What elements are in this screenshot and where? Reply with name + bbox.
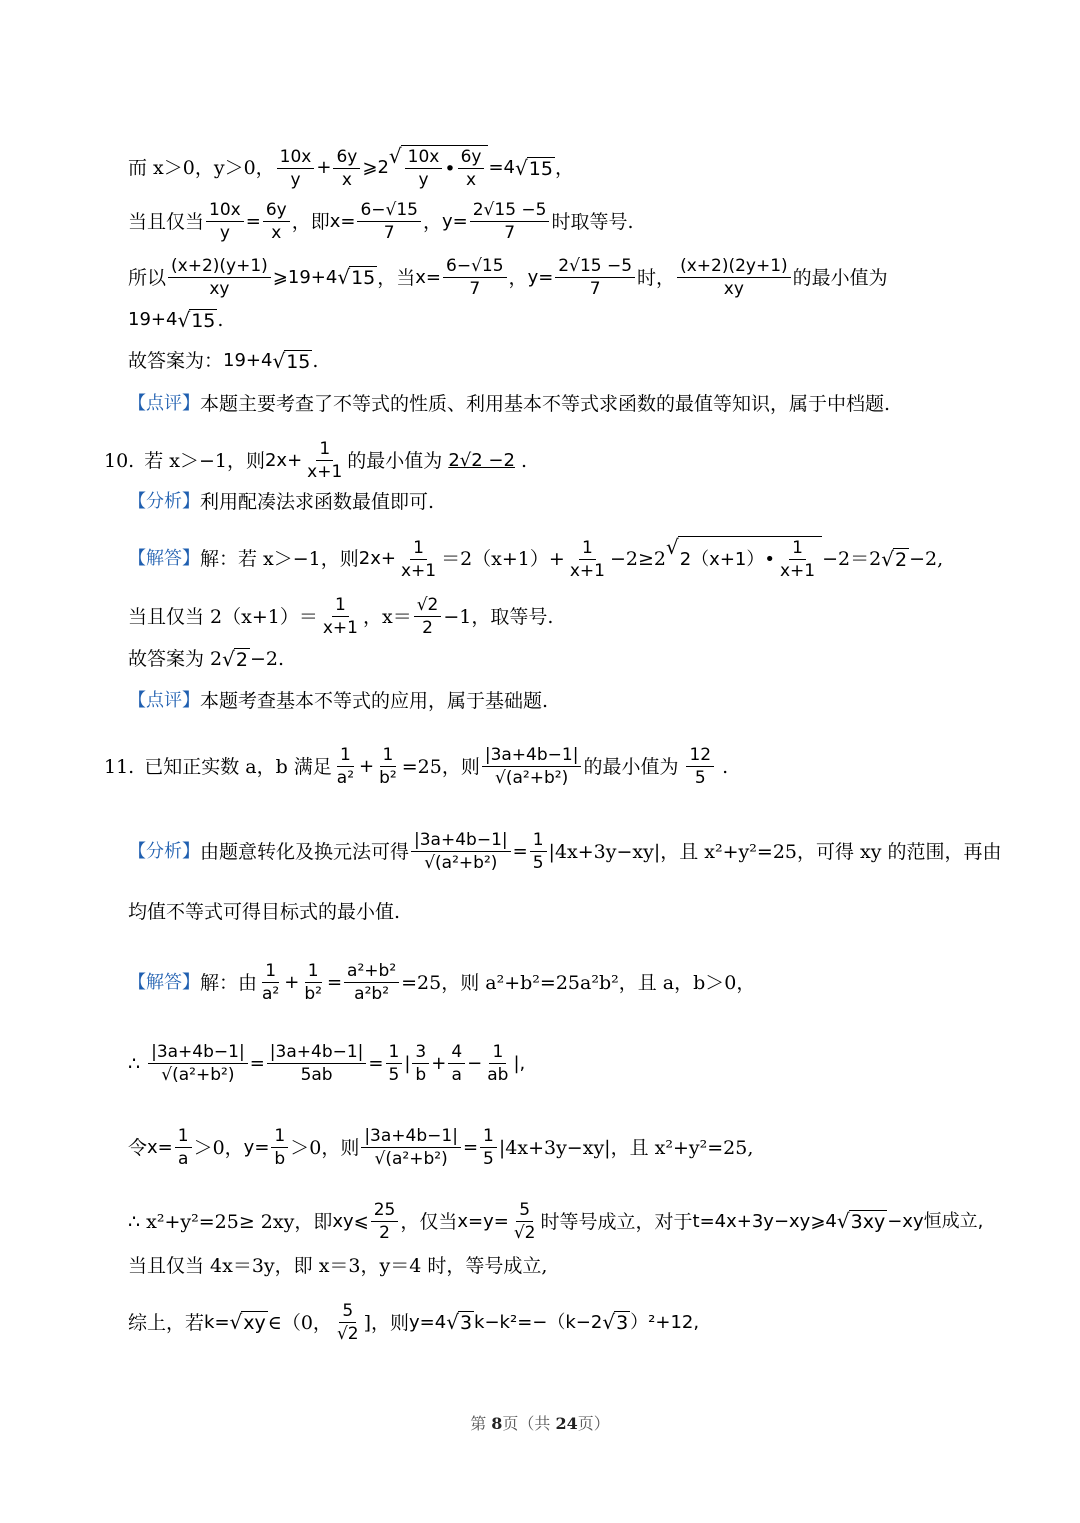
text-line: [128, 390, 1020, 418]
text: 若 x＞−1，则: [144, 449, 265, 472]
fraction: $\frac{\text{a²+b²}}{\text{a²b²}}$: [344, 960, 399, 1005]
text: 已知正实数 a，b 满足: [144, 755, 332, 778]
text: |: [404, 1052, 411, 1074]
fraction: $\frac{1}{x+1}$: [569, 537, 605, 581]
text: 时，: [637, 266, 676, 289]
fraction: $\frac{1}{\text{b²}}$: [379, 745, 397, 788]
page-total: 24: [555, 1414, 578, 1433]
text: ，当: [377, 266, 416, 289]
fraction: $\frac{1}{5}$: [480, 1125, 497, 1170]
text: ⩾2: [362, 157, 389, 178]
solution-tag: 【解答】: [128, 548, 200, 569]
text-line: [128, 898, 1020, 926]
fraction: $\frac{1}{5}$: [386, 1041, 403, 1086]
text: x=: [147, 1136, 173, 1158]
radical: √ 3: [446, 1310, 473, 1334]
fraction: $\frac{5}{√2}$: [513, 1200, 536, 1243]
fraction: $\frac{6-√15}{7}$: [443, 255, 507, 300]
text: ＞0，则: [290, 1136, 360, 1159]
text: 的最小值为: [347, 449, 443, 472]
text-line: [128, 1300, 1020, 1345]
text-line: [128, 960, 1020, 1005]
text: =25，则 a²+b²=25a²b²，且 a，b＞0，: [401, 971, 756, 994]
text: 本题主要考查了不等式的性质、利用基本不等式求函数的最值等知识，属于中档题.: [200, 393, 891, 415]
text: 令: [128, 1136, 148, 1159]
text: 时等号成立，对于: [540, 1210, 693, 1233]
text: |4x+3y−xy|，且 x²+y²=25，可得 xy 的范围，再由: [548, 840, 1002, 863]
text: −1，取等号.: [443, 605, 554, 628]
text: −2,: [909, 548, 944, 570]
fraction: $\frac{(x+2)(2y+1)}{xy}$: [677, 255, 791, 300]
text: ，: [422, 210, 442, 233]
text-line: [128, 1252, 1020, 1280]
text: ∈（0，: [267, 1311, 332, 1334]
fraction: $\frac{|3a+4b-1|}{\text{√(a²+b²)}}$: [148, 1041, 248, 1086]
fraction: $\frac{|3a+4b-1|}{\text{√(a²+b²)}}$: [361, 1125, 461, 1170]
text: ，x＝: [362, 605, 412, 628]
text-line: [128, 199, 1020, 244]
text: 而 x＞0，y＞0，: [128, 157, 275, 179]
radical: √ 2（x+1）• $\frac{1}{x+1}$: [666, 536, 822, 582]
text-line: [128, 306, 1020, 334]
analysis-tag: 【分析】: [128, 491, 200, 512]
text: ∴ x²+y²=25≥ 2xy，即: [128, 1210, 333, 1233]
fraction: $\frac{1}{\text{b²}}$: [304, 961, 322, 1004]
text: x=: [415, 266, 442, 288]
fraction: $\frac{(x+2)(y+1)}{xy}$: [168, 255, 271, 300]
comment-tag: 【点评】: [128, 690, 200, 711]
fraction: $\frac{6y}{x}$: [333, 146, 360, 191]
text: y=: [442, 210, 468, 232]
text: .: [217, 309, 224, 331]
text: −xy恒成立,: [887, 1210, 984, 1232]
text: ）²+12,: [630, 1311, 700, 1333]
text: 2x+: [358, 548, 396, 569]
radical: √ $\frac{10x}{y}$ • $\frac{6y}{x}$: [389, 145, 489, 191]
fraction: $\frac{6y}{x}$: [263, 199, 290, 244]
text: 故答案为：: [128, 350, 224, 372]
text-line: [128, 1125, 1020, 1170]
text: 故答案为 2: [128, 648, 223, 670]
text-line: [128, 1041, 1020, 1086]
fraction: $\frac{5}{√2}$: [336, 1301, 359, 1344]
text: .: [520, 449, 527, 472]
text: 当且仅当: [128, 210, 205, 233]
text: =25，则: [401, 755, 480, 778]
text: ＞0，: [193, 1136, 244, 1159]
text-line: [128, 536, 1020, 582]
answer-blank: 2√2 −2: [448, 449, 515, 471]
fraction: $\frac{1}{5}$: [530, 829, 547, 874]
text: 19+4: [128, 309, 178, 330]
text: 当且仅当 4x＝3y，即 x＝3，y＝4 时，等号成立,: [128, 1255, 548, 1277]
text: |,: [513, 1052, 526, 1074]
radical: √ 15: [515, 155, 553, 180]
radical: √ 2: [881, 546, 908, 571]
question-number: 11.: [104, 755, 135, 778]
fraction: $\frac{1}{x+1}$: [307, 439, 343, 482]
text: =: [245, 210, 261, 232]
fraction: $\frac{1}{ab}$: [487, 1042, 509, 1085]
fraction: $\frac{1}{x+1}$: [322, 595, 358, 638]
fraction: $\frac{√2}{2}$: [414, 594, 442, 639]
fraction: $\frac{6-√15}{7}$: [357, 199, 421, 244]
text: 解：若 x＞−1，则: [200, 548, 359, 570]
text: =: [249, 1052, 265, 1074]
text: 的最小值为: [792, 266, 888, 289]
text: −2.: [249, 648, 285, 670]
text: y=: [527, 266, 554, 288]
fraction: $\frac{10x}{y}$: [206, 199, 244, 244]
text: ，即: [291, 210, 330, 233]
radical: √ 3xy: [836, 1209, 886, 1233]
text: 均值不等式可得目标式的最小值.: [128, 901, 401, 923]
radical: √ xy: [229, 1310, 266, 1334]
text: +: [431, 1052, 447, 1074]
question-10: [104, 438, 1020, 483]
fraction: $\frac{|3a+4b-1|}{5ab}$: [267, 1041, 367, 1086]
text: .: [312, 350, 319, 372]
text: 由题意转化及换元法可得: [200, 840, 410, 863]
radical: √ 2: [222, 646, 248, 671]
text-line: [128, 687, 1020, 715]
text: 利用配凑法求函数最值即可.: [200, 491, 435, 513]
fraction: $\frac{1}{x+1}$: [400, 537, 437, 581]
text: −: [467, 1052, 483, 1074]
text: +: [359, 755, 375, 777]
text: =4: [488, 157, 516, 178]
fraction: $\frac{1}{b}$: [271, 1125, 288, 1170]
text: ]，则: [363, 1311, 410, 1334]
text: 解：由: [200, 971, 258, 994]
text-line: [128, 255, 1020, 300]
text: 19+4: [223, 350, 273, 371]
text-line: [128, 1199, 1020, 1244]
text-line: [128, 488, 1020, 516]
text: t=4x+3y−xy⩾4: [692, 1210, 837, 1232]
fraction: $\frac{2√15 -5}{7}$: [555, 255, 635, 300]
text: +: [284, 971, 300, 993]
question-number: 10.: [104, 449, 135, 472]
text: ，: [554, 157, 574, 179]
text: k−k²=−（k−2: [474, 1311, 603, 1333]
solution-tag: 【解答】: [128, 971, 200, 993]
radical: √ 15: [337, 265, 376, 289]
fraction: $\frac{25}{2}$: [371, 1199, 399, 1244]
text: ⩾19+4: [272, 266, 338, 288]
text: x=: [329, 210, 356, 232]
text: 的最小值为: [583, 755, 679, 778]
text: 时取等号.: [551, 210, 634, 233]
text: x=y=: [457, 1210, 509, 1232]
text: k=: [204, 1311, 230, 1333]
fraction: $\frac{|3a+4b-1|}{\text{√(a²+b²)}}$: [411, 829, 511, 874]
fraction: $\frac{10x}{y}$: [277, 146, 315, 191]
text: .: [722, 755, 729, 778]
fraction: $\frac{4}{a}$: [448, 1041, 465, 1086]
radical: √ 15: [272, 348, 311, 373]
text: −2≥2: [609, 548, 666, 570]
text: 2x+: [264, 449, 303, 471]
text-line: [128, 594, 1020, 639]
radical: √ 3: [602, 1310, 629, 1334]
fraction: $\frac{3}{b}$: [412, 1041, 429, 1086]
text: |4x+3y−xy|，且 x²+y²=25,: [498, 1136, 754, 1159]
text: =: [512, 840, 528, 862]
text-line: [128, 347, 1020, 375]
text-line: [128, 145, 1020, 191]
text: +: [316, 157, 332, 178]
text: ，: [508, 266, 528, 289]
question-11: [104, 744, 1020, 789]
text: 所以: [128, 266, 167, 289]
text-line: [128, 829, 1020, 874]
text: ＝2（x+1）+: [441, 548, 565, 570]
fraction: $\frac{1}{a}$: [175, 1125, 192, 1170]
text: =: [462, 1136, 479, 1158]
text: 本题考查基本不等式的应用，属于基础题.: [200, 690, 549, 712]
fraction: $\frac{2√15 -5}{7}$: [470, 199, 550, 244]
text: −2＝2: [822, 548, 882, 570]
analysis-tag: 【分析】: [128, 840, 200, 862]
answer-blank: $\frac{12}{5}$: [678, 744, 722, 789]
comment-tag: 【点评】: [128, 393, 200, 414]
text: 当且仅当 2（x+1）＝: [128, 605, 318, 628]
text: 综上，若: [128, 1311, 205, 1334]
page-footer: 第 8页（共 24页）: [470, 1414, 610, 1433]
fraction: $\frac{|3a+4b-1|}{\text{√(a²+b²)}}$: [482, 744, 582, 789]
text: xy⩽: [332, 1210, 369, 1232]
text: ∴: [128, 1052, 141, 1075]
text: y=: [243, 1136, 270, 1158]
text: ，仅当: [400, 1210, 458, 1233]
radical: √ 15: [177, 307, 216, 332]
text: =: [368, 1052, 384, 1074]
page-number: 8: [491, 1414, 503, 1433]
fraction: $\frac{1}{\text{a²}}$: [262, 961, 280, 1004]
text: y=4: [409, 1311, 447, 1333]
text-line: [128, 645, 1020, 673]
fraction: $\frac{1}{\text{a²}}$: [336, 745, 355, 788]
text: =: [326, 971, 343, 993]
